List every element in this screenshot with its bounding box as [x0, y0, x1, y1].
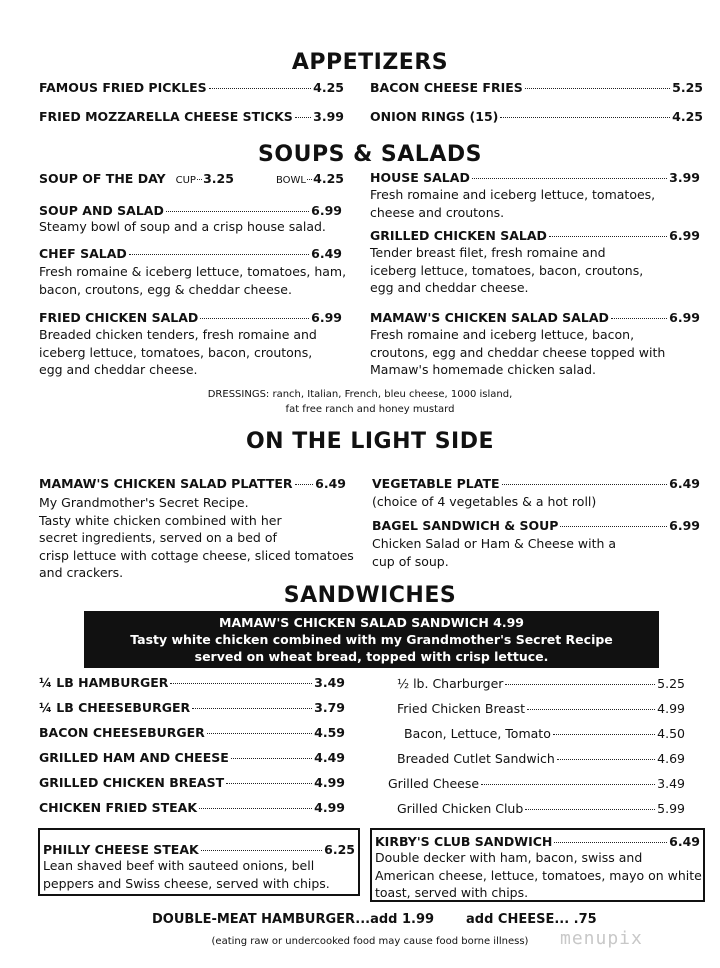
item-price: 6.99 — [311, 310, 342, 325]
item-price: 4.99 — [314, 775, 345, 790]
item-name: ¼ LB CHEESEBURGER — [39, 700, 191, 715]
item-price: 6.25 — [324, 842, 355, 857]
menu-item — [397, 751, 685, 766]
menu-item — [397, 801, 685, 816]
desc-line: Fresh romaine and iceberg lettuce, bacon, — [370, 327, 635, 342]
item-price: 4.25 — [313, 80, 344, 95]
appetizers-heading: APPETIZERS — [291, 50, 449, 75]
menu-item — [370, 170, 700, 185]
menu-item — [43, 842, 355, 857]
item-name: FRIED CHICKEN SALAD — [39, 310, 199, 325]
food-warning: (eating raw or undercooked food may cause food borne illness) — [211, 936, 529, 947]
item-name: ½ lb. Charburger — [397, 676, 504, 691]
desc-line: Tender breast filet, fresh romaine and — [370, 245, 606, 260]
item-name: KIRBY'S CLUB SANDWICH — [375, 834, 553, 849]
menu-item — [39, 750, 345, 765]
menu-item — [370, 228, 700, 243]
desc-line: Breaded chicken tenders, fresh romaine and — [39, 327, 317, 342]
item-description: Steamy bowl of soup and a crisp house salad. — [39, 219, 326, 234]
item-name: FAMOUS FRIED PICKLES — [39, 80, 207, 95]
double-meat-addon: DOUBLE-MEAT HAMBURGER...add 1.99 — [152, 912, 435, 927]
item-name: Bacon, Lettuce, Tomato — [404, 726, 551, 741]
menu-item — [370, 109, 703, 124]
featured-sandwich-banner — [84, 611, 659, 668]
item-name: SOUP AND SALAD — [39, 203, 164, 218]
philly-box — [38, 828, 360, 896]
desc-line: and crackers. — [39, 565, 124, 580]
menu-item — [372, 476, 700, 491]
item-description — [370, 186, 655, 221]
item-price: 5.25 — [672, 80, 703, 95]
menu-item — [39, 725, 345, 740]
item-price: 6.49 — [315, 476, 346, 491]
item-name: ONION RINGS (15) — [370, 109, 499, 124]
bowl-label: BOWL — [275, 175, 306, 186]
menu-item — [39, 310, 342, 325]
add-cheese-addon: add CHEESE... .75 — [466, 912, 597, 927]
item-name: FRIED MOZZARELLA CHEESE STICKS — [39, 109, 293, 124]
desc-line: peppers and Swiss cheese, served with chips. — [43, 875, 330, 891]
item-name: GRILLED HAM AND CHEESE — [39, 750, 229, 765]
cup-label: CUP — [175, 175, 196, 186]
item-name: CHICKEN FRIED STEAK — [39, 800, 198, 815]
item-name: BACON CHEESEBURGER — [39, 725, 205, 740]
menu-item — [39, 775, 345, 790]
desc-line: iceberg lettuce, tomatoes, bacon, croutons, — [39, 344, 313, 360]
item-name: BACON CHEESE FRIES — [370, 80, 523, 95]
cup-price: 3.25 — [203, 171, 234, 186]
item-price: 6.99 — [311, 203, 342, 218]
item-description — [370, 244, 643, 297]
menu-item — [370, 80, 703, 95]
soup-of-the-day — [39, 171, 344, 186]
item-name: Breaded Cutlet Sandwich — [397, 751, 555, 766]
item-description — [39, 494, 354, 582]
desc-line: My Grandmother's Secret Recipe. — [39, 495, 249, 510]
dressings-line: fat free ranch and honey mustard — [285, 404, 455, 415]
item-price: 4.49 — [314, 750, 345, 765]
watermark: menupix — [560, 928, 643, 949]
banner-line: Tasty white chicken combined with my Grandmother's Secret Recipe — [130, 632, 613, 647]
item-description — [39, 263, 346, 298]
item-price: 6.99 — [669, 518, 700, 533]
item-name: MAMAW'S CHICKEN SALAD PLATTER — [39, 476, 293, 491]
item-description — [372, 535, 616, 570]
item-price: 4.69 — [657, 751, 685, 766]
desc-line: Lean shaved beef with sauteed onions, bell — [43, 858, 315, 873]
desc-line: Fresh romaine & iceberg lettuce, tomatoes, ham, — [39, 264, 347, 279]
item-price: 6.99 — [669, 310, 700, 325]
desc-line: croutons, egg and cheddar cheese topped with — [370, 344, 666, 360]
banner-line: MAMAW'S CHICKEN SALAD SANDWICH 4.99 — [219, 615, 524, 630]
item-description — [370, 326, 665, 379]
item-price: 4.50 — [657, 726, 685, 741]
menu-item — [39, 109, 344, 124]
desc-line: Chicken Salad or Ham & Cheese with a — [372, 536, 617, 551]
desc-line: Mamaw's homemade chicken salad. — [370, 362, 597, 377]
desc-line: egg and cheddar cheese. — [39, 362, 198, 377]
menu-item — [372, 518, 700, 533]
menu-item — [39, 700, 345, 715]
menu-item — [39, 476, 346, 491]
desc-line: egg and cheddar cheese. — [370, 280, 529, 295]
item-name: PHILLY CHEESE STEAK — [43, 842, 199, 857]
desc-line: toast, served with chips. — [375, 885, 529, 900]
item-price: 6.49 — [669, 476, 700, 491]
item-price: 3.79 — [314, 700, 345, 715]
menu-item — [388, 776, 685, 791]
item-name: Fried Chicken Breast — [397, 701, 526, 716]
item-name: CHEF SALAD — [39, 246, 127, 261]
item-name: SOUP OF THE DAY — [39, 171, 166, 186]
item-price: 4.59 — [314, 725, 345, 740]
item-price: 3.49 — [657, 776, 685, 791]
menu-item — [397, 701, 685, 716]
item-name: GRILLED CHICKEN SALAD — [370, 228, 547, 243]
desc-line: iceberg lettuce, tomatoes, bacon, croutons, — [370, 262, 644, 278]
bowl-price: 4.25 — [313, 171, 344, 186]
item-name: VEGETABLE PLATE — [372, 476, 500, 491]
item-name: MAMAW'S CHICKEN SALAD SALAD — [370, 310, 609, 325]
desc-line: bacon, croutons, egg & cheddar cheese. — [39, 281, 292, 297]
menu-item — [39, 203, 342, 218]
desc-line: cheese and croutons. — [370, 204, 505, 220]
item-price: 3.49 — [314, 675, 345, 690]
item-price: 3.99 — [669, 170, 700, 185]
item-name: BAGEL SANDWICH & SOUP — [372, 518, 559, 533]
menu-item — [39, 80, 344, 95]
dressings-line: DRESSINGS: ranch, Italian, French, bleu cheese, 1000 island, — [207, 389, 513, 400]
menu-item — [370, 310, 700, 325]
item-description — [39, 326, 317, 379]
item-name: ¼ LB HAMBURGER — [39, 675, 169, 690]
item-price: 4.99 — [657, 701, 685, 716]
soups-salads-heading: SOUPS & SALADS — [258, 142, 482, 167]
item-name: GRILLED CHICKEN BREAST — [39, 775, 225, 790]
item-price: 6.49 — [669, 834, 700, 849]
item-price: 5.99 — [657, 801, 685, 816]
sandwiches-heading: SANDWICHES — [283, 583, 457, 608]
menu-item — [397, 676, 685, 691]
banner-line: served on wheat bread, topped with crisp lettuce. — [194, 649, 549, 664]
item-name: Grilled Chicken Club — [397, 801, 524, 816]
menu-item — [39, 246, 342, 261]
desc-line: American cheese, lettuce, tomatoes, mayo on white — [375, 867, 702, 883]
light-side-heading: ON THE LIGHT SIDE — [245, 429, 495, 454]
item-price: 4.99 — [314, 800, 345, 815]
kirby-box — [370, 828, 705, 902]
item-price: 5.25 — [657, 676, 685, 691]
item-name: HOUSE SALAD — [370, 170, 470, 185]
item-price: 6.49 — [311, 246, 342, 261]
menu-item — [39, 675, 345, 690]
desc-line: crisp lettuce with cottage cheese, sliced tomatoes — [39, 547, 354, 563]
item-price: 6.99 — [669, 228, 700, 243]
desc-line: Double decker with ham, bacon, swiss and — [375, 850, 643, 865]
item-price: 4.25 — [672, 109, 703, 124]
item-price: 3.99 — [313, 109, 344, 124]
menu-item — [39, 800, 345, 815]
desc-line: cup of soup. — [372, 553, 449, 569]
menu-item — [375, 834, 700, 849]
desc-line: secret ingredients, served on a bed of — [39, 530, 277, 545]
item-name: Grilled Cheese — [388, 776, 480, 791]
desc-line: Fresh romaine and iceberg lettuce, tomatoes, — [370, 187, 656, 202]
desc-line: Tasty white chicken combined with her — [39, 512, 282, 528]
item-description: (choice of 4 vegetables & a hot roll) — [372, 494, 597, 509]
menu-item — [404, 726, 685, 741]
